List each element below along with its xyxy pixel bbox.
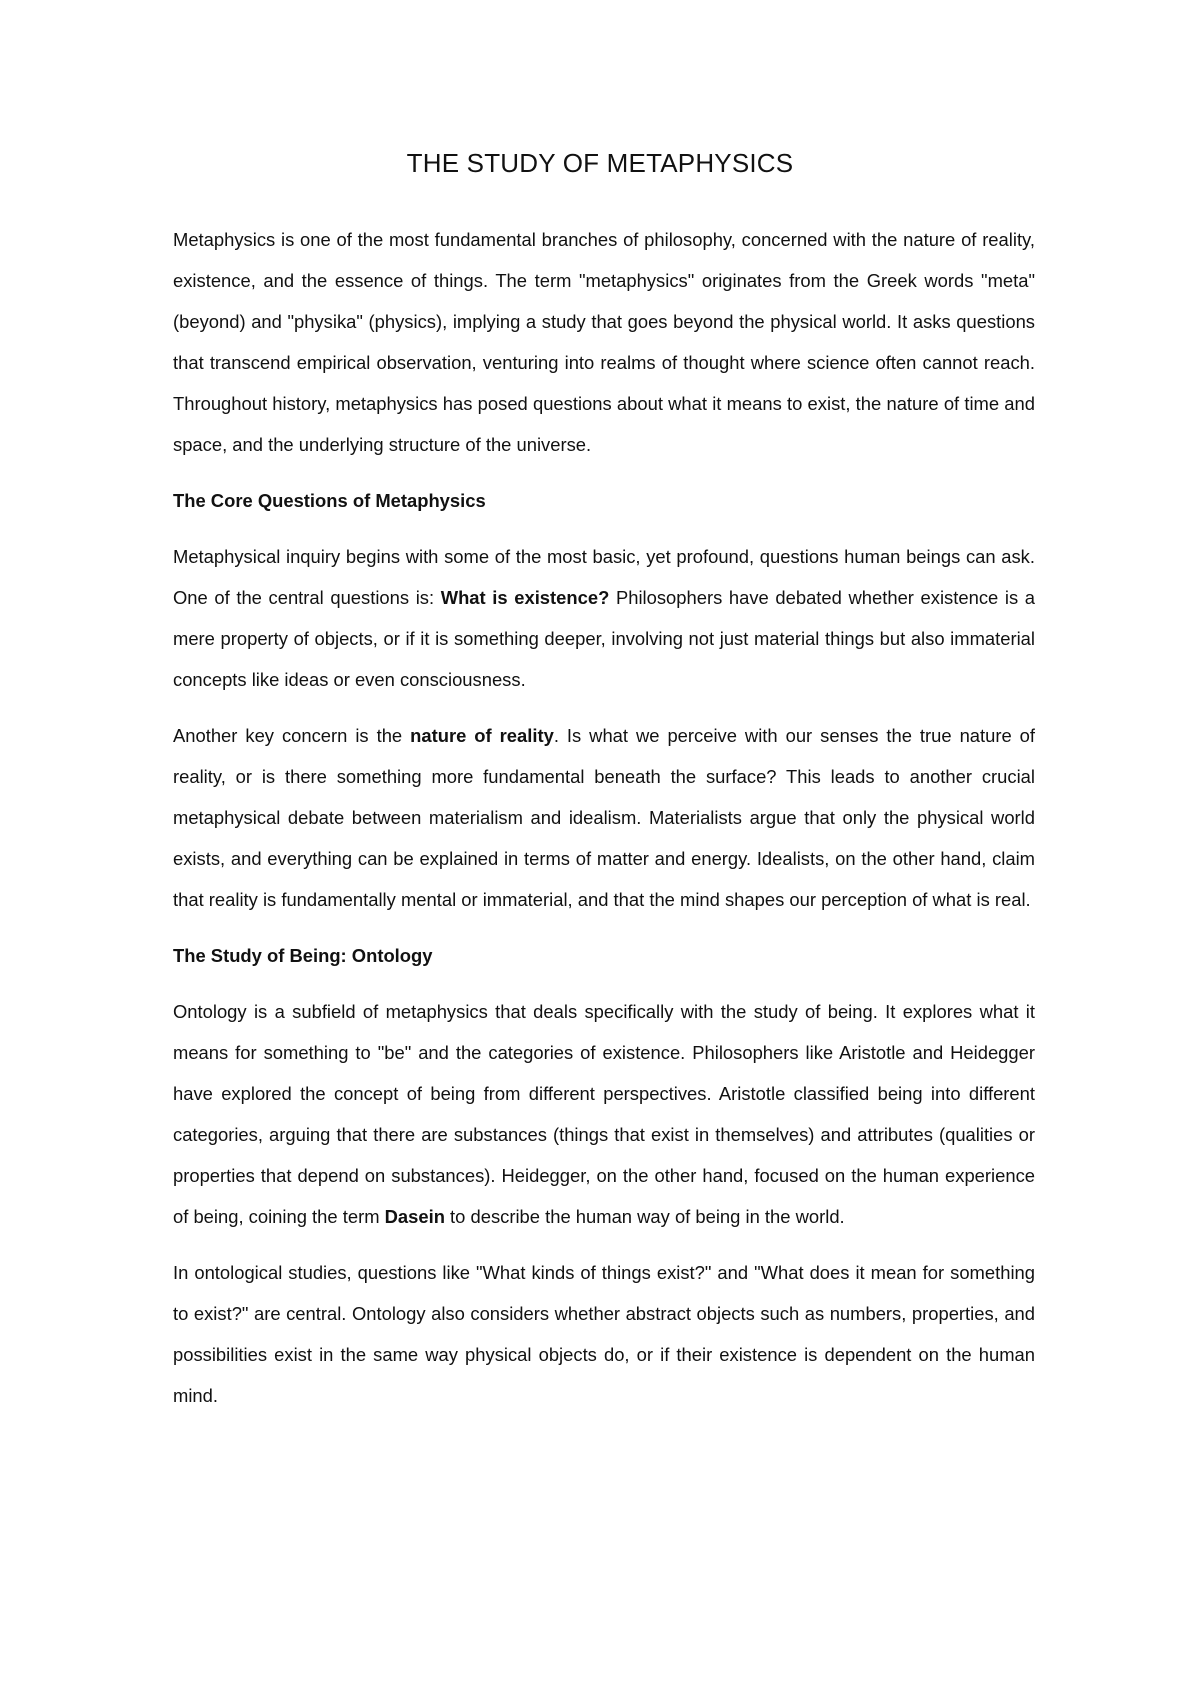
- section-heading-ontology: The Study of Being: Ontology: [173, 945, 433, 966]
- document-title: THE STUDY OF METAPHYSICS: [406, 148, 794, 178]
- document-body: [173, 219, 1035, 1431]
- ontology-paragraph-2: In ontological studies, questions like "What kinds of things exist?" and "What does it mean for something to exist?" are central. Ontology also considers whether abstract objects such as numbers, properties, and possibilities exist in the same way physical objects do, or if their existence is dependent on the human mind.: [173, 1262, 1035, 1406]
- text-run: Metaphysical inquiry begins with some of the most basic, yet profound, questions human beings can ask. One of the central questions is:: [173, 546, 1035, 608]
- intro-paragraph: Metaphysics is one of the most fundamental branches of philosophy, concerned with the nature of reality, existence, and the essence of things. The term "metaphysics" originates from the Greek words "meta" (beyond) and "physika" (physics), implying a study that goes beyond the physical world. It asks questions that transcend empirical observation, venturing into realms of thought where science often cannot reach. Throughout history, metaphysics has posed questions about what it means to exist, the nature of time and space, and the underlying structure of the universe.: [173, 229, 1035, 455]
- text-run: Another key concern is the: [173, 725, 411, 746]
- bold-term-what-is-existence: What is existence?: [440, 587, 610, 608]
- bold-term-nature-of-reality: nature of reality: [410, 725, 554, 746]
- text-run: to describe the human way of being in the world.: [444, 1206, 845, 1227]
- text-run: . Is what we perceive with our senses the true nature of reality, or is there something more fundamental beneath the surface? This leads to another crucial metaphysical debate between materialism and idealism. Materialists argue that only the physical world exists, and everything can be explained in terms of matter and energy. Idealists, on the other hand, claim that reality is fundamentally mental or immaterial, and that the mind shapes our perception of what is real.: [173, 725, 1036, 910]
- section-heading-core-questions: The Core Questions of Metaphysics: [173, 490, 486, 511]
- core-questions-paragraph-1: [173, 536, 1035, 700]
- ontology-paragraph-1: [173, 991, 1035, 1237]
- text-run: Philosophers have debated whether existence is a mere property of objects, or if it is something deeper, involving not just material things but also immaterial concepts like ideas or even consciousness.: [173, 587, 1035, 690]
- core-questions-paragraph-2: [173, 715, 1035, 920]
- bold-term-dasein: Dasein: [384, 1206, 445, 1227]
- text-run: Ontology is a subfield of metaphysics that deals specifically with the study of being. It explores what it means for something to "be" and the categories of existence. Philosophers like Aristotle and Heidegger have explored the concept of being from different perspectives. Aristotle classified being into different categories, arguing that there are substances (things that exist in themselves) and attributes (qualities or properties that depend on substances). Heidegger, on the other hand, focused on the human experience of being, coining the term: [173, 1001, 1035, 1227]
